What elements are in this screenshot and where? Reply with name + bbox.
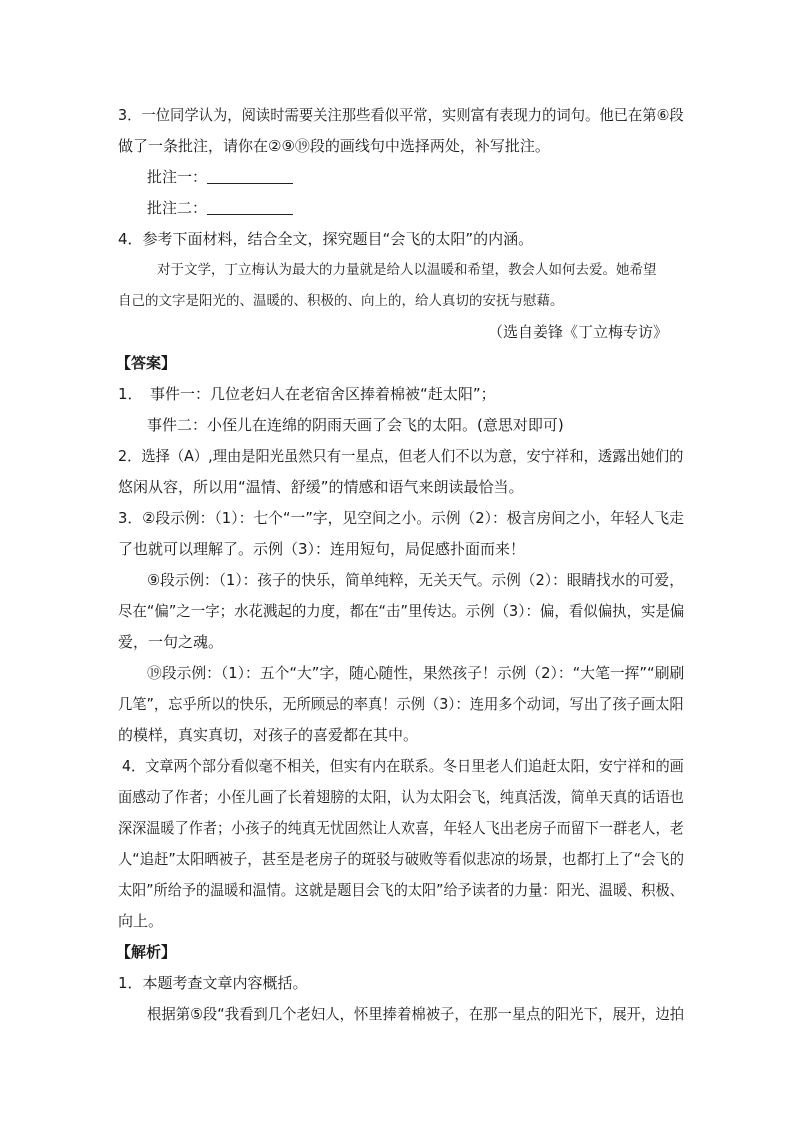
note-1-blank bbox=[207, 169, 293, 184]
answer-line: 几笔”，忘乎所以的快乐，无所顾忌的率真！示例（3）：连用多个动词，写出了孩子画太阳 bbox=[118, 695, 684, 713]
note-1-label: 批注一： bbox=[147, 168, 208, 186]
material-source: （选自姜锋《丁立梅专访》 bbox=[487, 323, 668, 341]
answer-line: 4．文章两个部分看似毫不相关，但实有内在联系。冬日里老人们追赶太阳，安宁祥和的画 bbox=[122, 757, 684, 775]
answer-line: ⑨段示例：（1）：孩子的快乐，简单纯粹，无关天气。示例（2）：眼睛找水的可爱， bbox=[147, 571, 684, 589]
answer-heading: 【答案】 bbox=[116, 354, 177, 372]
analysis-line: 根据第⑤段“我看到几个老妇人，怀里捧着棉被子，在那一星点的阳光下，展开，边拍 bbox=[147, 1005, 685, 1023]
material-quote-line-1: 对于文学，丁立梅认为最大的力量就是给人以温暖和希望，教会人如何去爱。她希望 bbox=[157, 262, 657, 278]
q4-line-1: 4．参考下面材料，结合全文，探究题目“会飞的太阳”的内涵。 bbox=[118, 230, 534, 248]
note-2-blank bbox=[207, 200, 293, 215]
material-quote-line-2: 自己的文字是阳光的、温暖的、积极的、向上的，给人真切的安抚与慰藉。 bbox=[118, 293, 564, 309]
answer-line: 太阳”所给予的温暖和温情。这就是题目会飞的太阳”给予读者的力量：阳光、温暖、积极、 bbox=[118, 881, 684, 899]
answer-line: 的模样，真实真切，对孩子的喜爱都在其中。 bbox=[118, 726, 419, 744]
note-2-label: 批注二： bbox=[147, 199, 208, 217]
answer-line: 向上。 bbox=[118, 912, 164, 930]
answer-line: 2．选择（A）,理由是阳光虽然只有一星点，但老人们不以为意，安宁祥和，透露出她们的 bbox=[118, 447, 684, 465]
note-1 bbox=[147, 167, 293, 187]
q3-line-2: 做了一条批注，请你在②⑨⑲段的画线句中选择两处，补写批注。 bbox=[118, 137, 550, 155]
answer-line: 面感动了作者；小侄儿画了长着翅膀的太阳，认为太阳会飞，纯真活泼，简单天真的话语也 bbox=[118, 788, 684, 806]
analysis-line: 1．本题考查文章内容概括。 bbox=[118, 974, 308, 992]
answer-line: 1． 事件一：几位老妇人在老宿舍区捧着棉被“赶太阳”； bbox=[118, 385, 496, 403]
answer-line: 人“追赶”太阳晒被子，甚至是老房子的斑驳与破败等看似悲凉的场景，也都打上了“会飞的 bbox=[118, 850, 685, 868]
analysis-heading: 【解析】 bbox=[116, 943, 177, 961]
answer-line: 了也就可以理解了。示例（3）：连用短句，局促感扑面而来！ bbox=[118, 540, 526, 558]
answer-line: 爱，一句之魂。 bbox=[118, 633, 224, 651]
q3-line-1: 3．一位同学认为，阅读时需要关注那些看似平常，实则富有表现力的词句。他已在第⑥段 bbox=[118, 106, 684, 124]
answer-line: 事件二：小侄儿在连绵的阴雨天画了会飞的太阳。(意思对即可) bbox=[147, 416, 564, 434]
answer-line: ⑲段示例：（1）：五个“大”字，随心随性，果然孩子！示例（2）：“大笔一挥”“刷刷 bbox=[147, 664, 685, 682]
note-2 bbox=[147, 198, 293, 218]
answer-line: 尽在“偏”之一字；水花溅起的力度，都在“击”里传达。示例（3）：偏，看似偏执，实是偏 bbox=[118, 602, 685, 620]
answer-line: 3．②段示例：（1）：七个“一”字，见空间之小。示例（2）：极言房间之小，年轻人飞走 bbox=[118, 509, 684, 527]
answer-line: 深深温暖了作者；小孩子的纯真无忧固然让人欢喜，年轻人飞出老房子而留下一群老人，老 bbox=[118, 819, 684, 837]
answer-line: 悠闲从容，所以用“温情、舒缓”的情感和语气来朗读最恰当。 bbox=[118, 478, 524, 496]
